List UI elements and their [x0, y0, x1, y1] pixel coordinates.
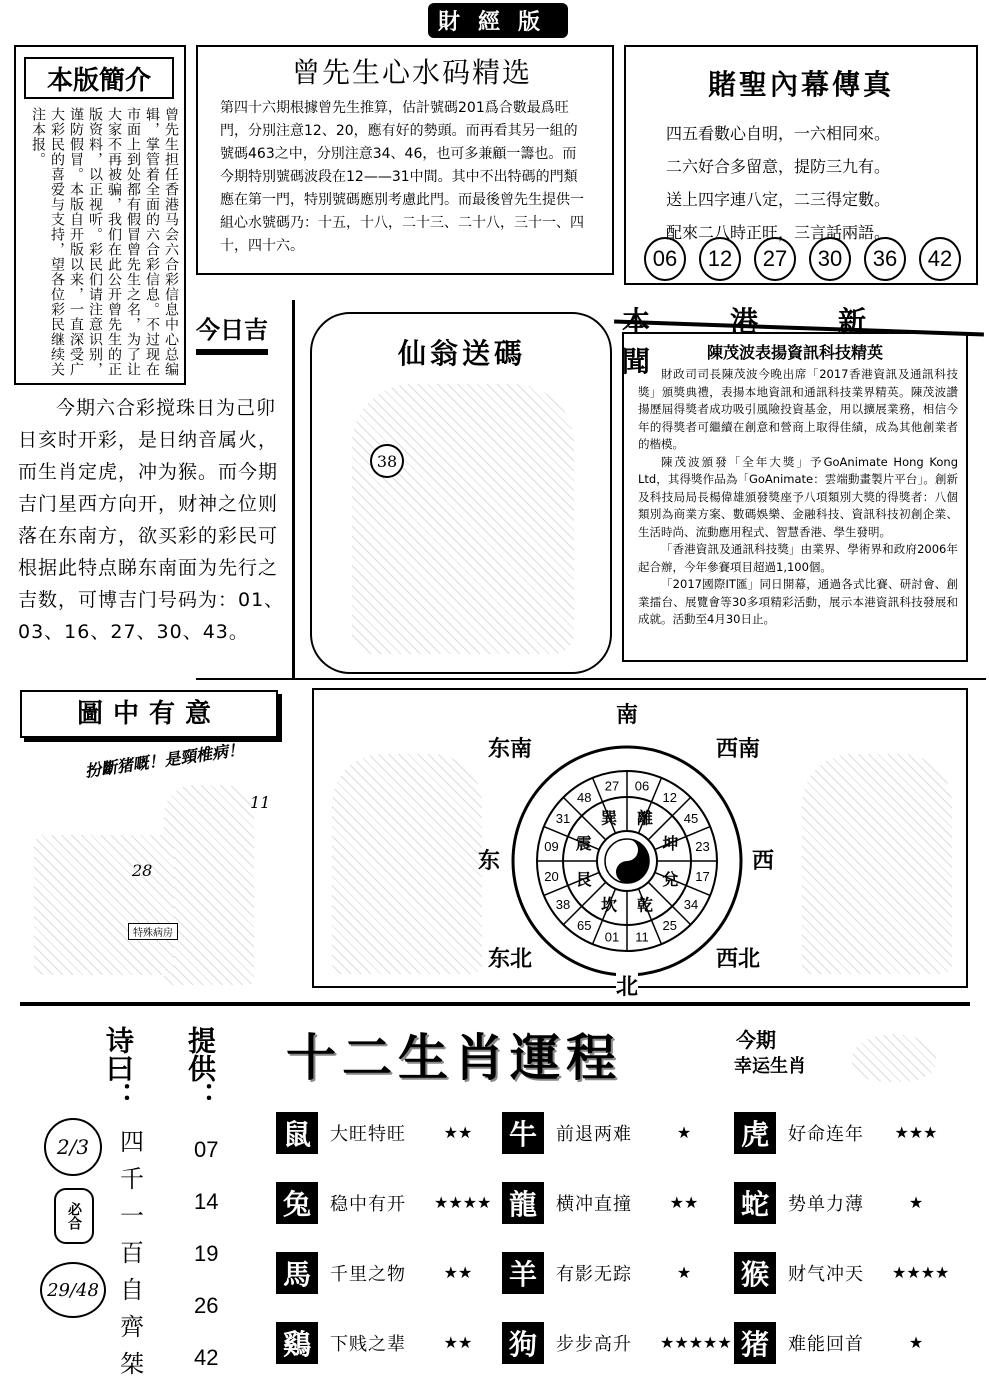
number-ball: 30 [809, 237, 851, 281]
zodiac-cell [502, 1182, 708, 1224]
provide-number: 07 [194, 1137, 219, 1162]
star-icon: ★ [676, 1263, 692, 1282]
star-icon: ★★ [443, 1123, 473, 1142]
rat-illustration [852, 1034, 936, 1082]
xianweng-number: 38 [370, 444, 404, 478]
news-body [638, 366, 958, 629]
poem-circle-top: 2/3 [44, 1118, 102, 1176]
zodiac-title: 十二生肖運程 [286, 1028, 622, 1087]
provide-number: 19 [194, 1241, 219, 1266]
dir-n: 南 [616, 703, 639, 728]
news-banner-text: 本港新聞 [622, 305, 947, 378]
jinri-label [196, 310, 296, 390]
provide-number: 14 [194, 1189, 219, 1214]
wheel-trigram: 震 [575, 834, 592, 854]
number-ball: 36 [864, 237, 906, 281]
cartoon-illustration [24, 739, 286, 985]
wheel-trigram: 艮 [575, 869, 592, 889]
poem-char: 百 [120, 1239, 144, 1267]
wheel-number: 12 [662, 789, 678, 805]
intro-title: 本版簡介 [24, 57, 174, 99]
header-badge [418, 4, 578, 36]
wheel-number: 17 [695, 869, 710, 885]
zodiac-char: 羊 [502, 1252, 544, 1294]
wheel-number: 48 [576, 789, 592, 805]
zodiac-char: 蛇 [734, 1182, 776, 1224]
wheel-number: 11 [635, 929, 649, 945]
star-icon: ★★ [443, 1263, 473, 1282]
news-paragraph: 財政司司長陳茂波今晚出席「2017香港資訊及通訊科技獎」頒獎典禮，表揚本地資訊和通訊科技業界精英。陳茂波讚揚歷屆得獎者成功吸引風險投資基金，用以擴展業務，相信今年的得獎者可繼續在創意和營商上取得佳績，成為其他創業者的楷模。 [638, 367, 958, 451]
column-divider [292, 300, 295, 680]
neimu-balls [644, 237, 974, 281]
zodiac-fortune: 千里之物 [330, 1264, 406, 1285]
wheel-trigram: 坤 [662, 834, 679, 854]
wheel-trigram: 巽 [601, 808, 618, 828]
dir-sw: 东北 [488, 947, 533, 972]
tuzhong-title-box [20, 690, 278, 738]
zodiac-fortune: 横冲直撞 [556, 1194, 632, 1215]
provide-numbers [194, 1124, 244, 1384]
poem-lines [112, 1124, 152, 1383]
poem-char: 自 [120, 1276, 144, 1304]
poem-label: 诗曰： [102, 1026, 135, 1110]
wheel-number: 45 [683, 811, 699, 827]
cartoon-number: 11 [250, 793, 271, 812]
zodiac-cell [276, 1252, 482, 1294]
wheel-number: 06 [634, 778, 650, 794]
star-icon: ★ [908, 1333, 924, 1352]
number-ball: 06 [644, 237, 686, 281]
news-headline: 陳茂波表揚資訊科技精英 [706, 343, 883, 362]
star-icon: ★ [676, 1123, 692, 1142]
zodiac-char: 兔 [276, 1182, 318, 1224]
jinri-label-text: 今日吉 [196, 310, 268, 355]
wheel-trigram: 離 [636, 808, 653, 828]
dir-e: 西 [752, 849, 775, 874]
section-divider [196, 678, 986, 680]
number-ball: 42 [919, 237, 961, 281]
zodiac-fortune: 有影无踪 [556, 1264, 632, 1285]
wheel-number: 38 [555, 896, 571, 912]
star-icon: ★★ [669, 1193, 699, 1212]
number-ball: 27 [754, 237, 796, 281]
door-god-left [332, 754, 482, 974]
cartoon-bed [34, 835, 174, 975]
wheel-number: 25 [662, 918, 678, 934]
zodiac-fortune: 步步高升 [556, 1334, 632, 1355]
lucky-label-2: 幸运生肖 [734, 1056, 806, 1077]
zodiac-fortune: 难能回首 [788, 1334, 864, 1355]
poem-char: 桀 [120, 1350, 144, 1378]
zodiac-cell [276, 1182, 492, 1224]
neimu-lines [666, 117, 956, 249]
xinshui-title: 曾先生心水码精选 [291, 56, 532, 89]
cartoon-bubble: 扮斷猪嘅！是頸椎病！ [83, 739, 245, 781]
zodiac-cell [502, 1322, 732, 1364]
wheel-trigram: 坎 [601, 895, 618, 915]
zodiac-fortune: 势单力薄 [788, 1194, 864, 1215]
neimu-box [624, 45, 978, 285]
door-god-right [802, 754, 952, 974]
news-paragraph: 「香港資訊及通訊科技獎」由業界、學術界和政府2006年起合辦，今年參賽項目超過1,100個。 [638, 542, 958, 574]
neimu-title: 賭聖內幕傳真 [707, 68, 894, 101]
header-badge-text: 財經版 [428, 3, 568, 38]
news-paragraph: 陳茂波頒發「全年大獎」予GoAnimate Hong Kong Ltd，其得獎作品為「GoAnimate：雲端動畫製片平台」。創新及科技局局長楊偉雄頒發獎座予八項類別大獎的得獎者：八個類別為商業方案、數碼娛樂、金融科技、資訊科技初創企業、生活時尚、流動應用程式、智慧香港、學生發明。 [638, 454, 958, 539]
news-paragraph: 「2017國際IT匯」同日開幕，通過各式比賽、研討會、創業擂台、展覽會等30多項精彩活動，展示本港資訊科技發展和成就。活動至4月30日止。 [638, 577, 958, 626]
caishen-text: 今期六合彩搅珠日为己卯日亥时开彩，是日纳音属火，而生肖定虎，冲为猴。而今期吉门星西方向开，财神之位则落在东南方，欲买彩的彩民可根据此特点睇东南面为先行之吉数，可博吉门号码为：01、03、16、27、30、43。 [18, 397, 285, 643]
poem-char: 千 [120, 1165, 144, 1193]
zodiac-char: 鷄 [276, 1322, 318, 1364]
neimu-line: 配來二八時正旺，三言話兩語。 [666, 223, 891, 242]
star-icon: ★★ [443, 1333, 473, 1352]
provide-label: 提供： [184, 1026, 217, 1110]
bottom-divider [20, 1002, 970, 1006]
star-icon: ★★★ [894, 1123, 938, 1142]
zodiac-cell [502, 1252, 708, 1294]
zodiac-cell [276, 1112, 482, 1154]
zodiac-fortune: 好命连年 [788, 1124, 864, 1145]
star-icon: ★★★★★ [660, 1333, 732, 1352]
zodiac-char: 鼠 [276, 1112, 318, 1154]
zodiac-char: 猪 [734, 1322, 776, 1364]
compass-panel [312, 688, 968, 1000]
dir-s: 北 [616, 970, 638, 1001]
zodiac-char: 牛 [502, 1112, 544, 1154]
zodiac-fortune: 财气冲天 [788, 1264, 864, 1285]
xinshui-box [196, 45, 614, 275]
zodiac-cell [276, 1322, 482, 1364]
xinshui-body: 第四十六期根據曾先生推算，估計號碼201爲合數最爲旺門，分別注意12、20，應有好的勢頭。而再看其另一組的號碼463之中，分別注意34、46，也可多兼顧一籌也。而今期特別號碼波段在12——31中間。其中不出特碼的門類應在第一門，特別號碼應別考慮此門。而最後曾先生提供一組心水號碼乃：十五，十八，二十三、二十八，三十一、四十，四十六。 [220, 100, 584, 254]
zodiac-fortune: 大旺特旺 [330, 1124, 406, 1145]
tuzhong-title: 圖中有意 [76, 699, 221, 729]
wheel-number: 20 [544, 869, 559, 885]
zodiac-cell [734, 1182, 940, 1224]
xianweng-box [310, 312, 612, 674]
zodiac-char: 馬 [276, 1252, 318, 1294]
intro-text: 曾先生担任香港马会六合彩信息中心总编辑，掌管着全面的六合彩信息。不过现在市面上到处都有假冒曾先生之名，为了让大家不再被骗，我们在此公开曾先生的正版资料，以正视听。彩民们请注意识别，谨防假冒。本版自开版以来，一直深受广大彩民的喜爱与支持，望各位彩民继续关注本报。 [30, 107, 179, 377]
intro-box [14, 45, 186, 385]
wheel-trigram: 兌 [662, 869, 679, 889]
wheel-number: 31 [555, 811, 571, 827]
neimu-line: 二六好合多留意，提防三九有。 [666, 157, 891, 176]
wheel-number: 09 [544, 838, 559, 854]
zodiac-cell [734, 1322, 940, 1364]
dir-w: 东 [478, 849, 501, 874]
poem-char: 四 [120, 1128, 144, 1156]
news-box [622, 332, 968, 662]
lucky-label-1: 今期 [736, 1028, 776, 1052]
star-icon: ★★★★ [434, 1193, 492, 1212]
poem-circle-mid: 必合 [54, 1188, 94, 1244]
xianweng-illustration [352, 384, 574, 654]
zodiac-char: 猴 [734, 1252, 776, 1294]
number-ball: 12 [699, 237, 741, 281]
provide-number: 42 [194, 1345, 219, 1370]
zodiac-fortune: 下贱之辈 [330, 1334, 406, 1355]
zodiac-cell [734, 1112, 940, 1154]
zodiac-char: 龍 [502, 1182, 544, 1224]
poem-char: 一 [120, 1202, 144, 1230]
xianweng-title: 仙翁送碼 [397, 337, 526, 370]
provide-number: 26 [194, 1293, 219, 1318]
wheel-number: 27 [604, 778, 620, 794]
dir-ne: 西南 [716, 737, 761, 762]
zodiac-char: 虎 [734, 1112, 776, 1154]
wheel-trigram: 乾 [636, 895, 653, 915]
cartoon-number: 28 [132, 861, 153, 880]
neimu-line: 送上四字連八定，二三得定數。 [666, 190, 891, 209]
zodiac-char: 狗 [502, 1322, 544, 1364]
zodiac-cell [502, 1112, 708, 1154]
wheel-number: 23 [695, 838, 710, 854]
zodiac-grid [276, 1112, 966, 1372]
cartoon-doctor [164, 785, 254, 985]
wheel-number: 34 [683, 896, 699, 912]
zodiac-fortune: 稳中有开 [330, 1194, 406, 1215]
zodiac-cell [734, 1252, 950, 1294]
poem-char: 齊 [120, 1313, 144, 1341]
star-icon: ★ [908, 1193, 924, 1212]
wheel-number: 65 [576, 918, 592, 934]
compass-wheel [510, 744, 744, 978]
neimu-line: 四五看數心自明，一六相同來。 [666, 124, 891, 143]
dir-nw: 东南 [488, 737, 533, 762]
poem-circle-bot: 29/48 [40, 1262, 106, 1318]
cartoon-sign: 特殊病房 [128, 923, 178, 940]
dir-se: 西北 [716, 947, 761, 972]
star-icon: ★★★★ [892, 1263, 950, 1282]
wheel-number: 01 [604, 929, 620, 945]
zodiac-fortune: 前退两难 [556, 1124, 632, 1145]
